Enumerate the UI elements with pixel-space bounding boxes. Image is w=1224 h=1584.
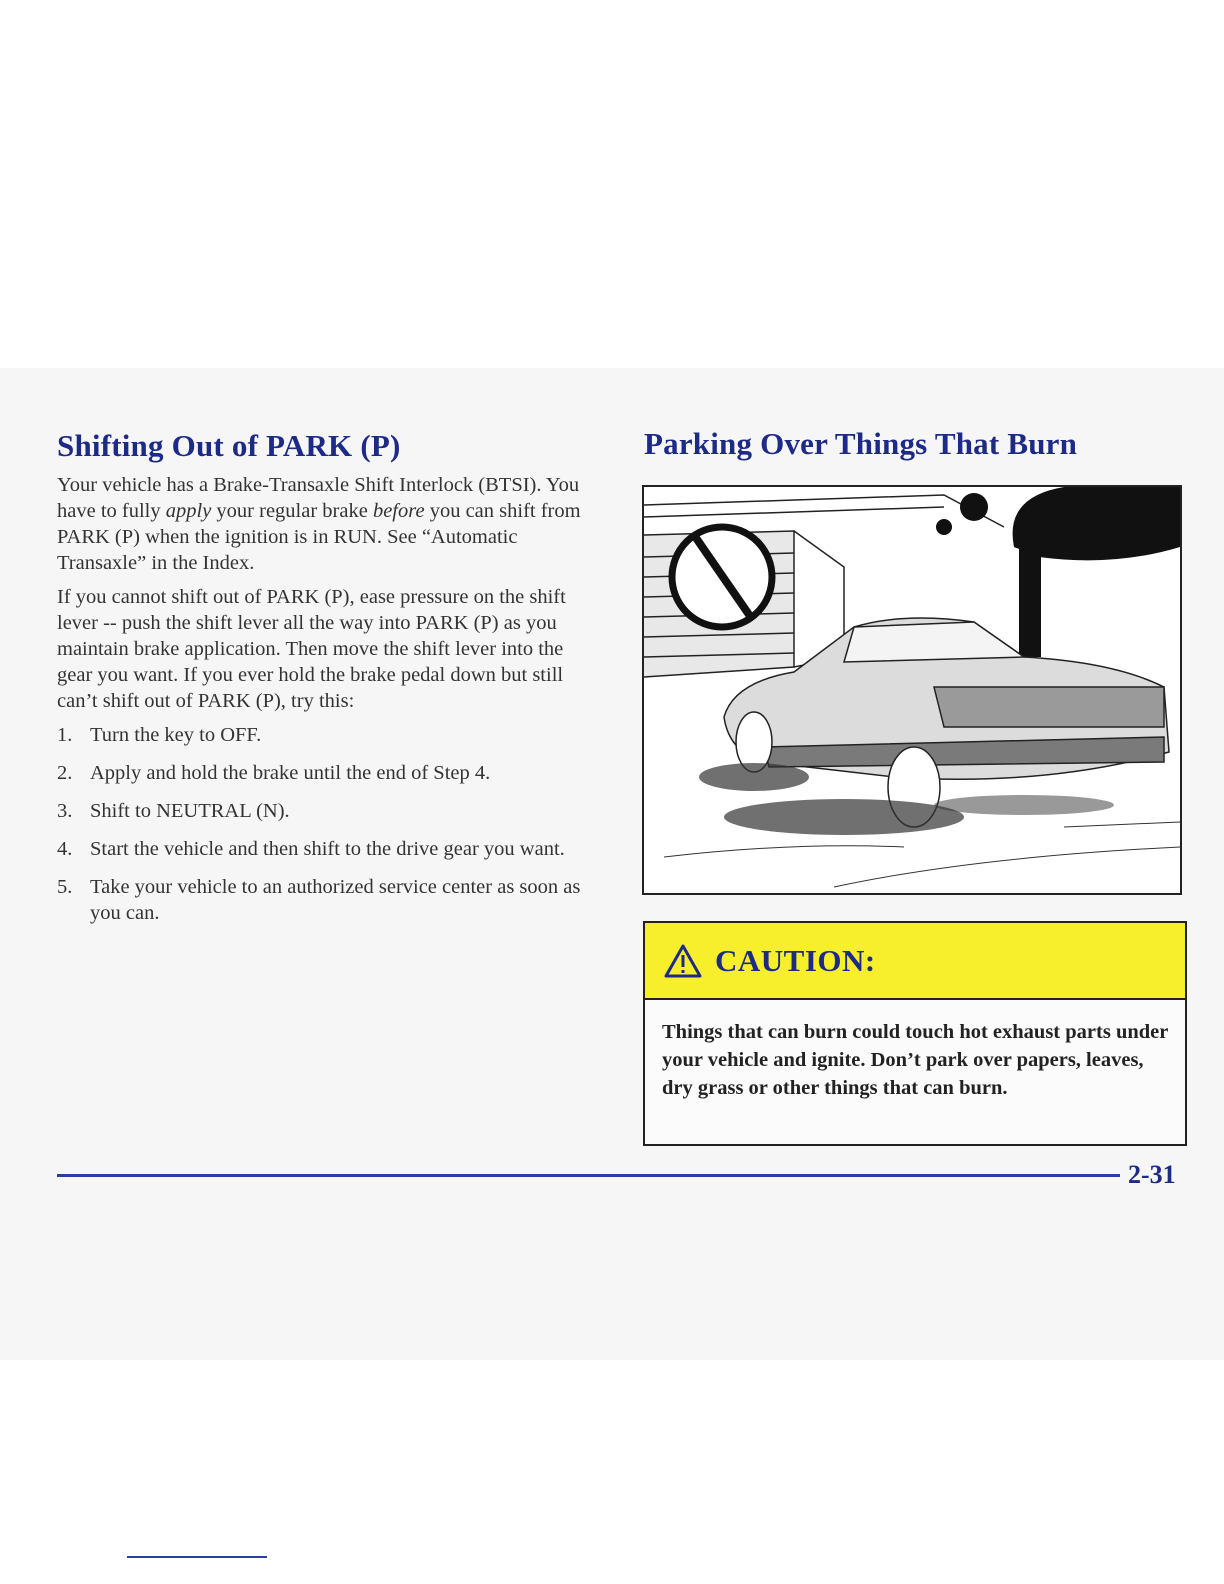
caution-text: Things that can burn could touch hot exhaust parts under your vehicle and ignite. Don’t park over papers, leaves, dry grass or other things that can burn. bbox=[662, 1021, 1168, 1099]
list-item bbox=[57, 722, 595, 748]
bottom-underline bbox=[127, 1556, 267, 1558]
step-number: 4. bbox=[57, 838, 73, 860]
list-item bbox=[57, 836, 595, 862]
list-item bbox=[57, 874, 595, 926]
step-text: Start the vehicle and then shift to the drive gear you want. bbox=[90, 838, 565, 860]
list-item bbox=[57, 760, 595, 786]
emphasis-before: before bbox=[372, 500, 425, 522]
list-item bbox=[57, 798, 595, 824]
step-text: Turn the key to OFF. bbox=[90, 724, 262, 746]
page-number: 2-31 bbox=[1128, 1160, 1176, 1189]
prohibition-icon bbox=[672, 527, 772, 627]
paragraph-btsi: Your vehicle has a Brake-Transaxle Shift Interlock (BTSI). You have to fully apply your regular brake before you can shift from PARK (P) when the ignition is in RUN. See “Automatic Transaxle” in the Index. bbox=[57, 474, 581, 574]
warning-triangle-icon bbox=[663, 943, 703, 979]
car-parked-over-leaves-illustration bbox=[642, 485, 1182, 895]
step-text: Shift to NEUTRAL (N). bbox=[90, 800, 290, 822]
caution-box bbox=[643, 921, 1187, 1146]
steps-list bbox=[57, 722, 602, 926]
step-number: 2. bbox=[57, 762, 73, 784]
step-number: 1. bbox=[57, 724, 73, 746]
step-text: Apply and hold the brake until the end of Step 4. bbox=[90, 762, 491, 784]
step-number: 5. bbox=[57, 876, 73, 898]
section-heading-shifting-out-of-park: Shifting Out of PARK (P) bbox=[57, 428, 401, 463]
step-number: 3. bbox=[57, 800, 73, 822]
left-column bbox=[57, 472, 602, 938]
caution-header bbox=[645, 923, 1185, 1000]
footer-rule bbox=[57, 1174, 1120, 1177]
step-text: Take your vehicle to an authorized service center as soon as you can. bbox=[90, 876, 581, 924]
section-heading-parking-over-things: Parking Over Things That Burn bbox=[644, 426, 1078, 461]
emphasis-apply: apply bbox=[165, 500, 212, 522]
paragraph-cannot-shift: If you cannot shift out of PARK (P), ease pressure on the shift lever -- push the shift lever all the way into PARK (P) as you maintain brake application. Then move the shift lever into the gear you want. If you ever hold the brake pedal down but still can’t shift out of PARK (P), try this: bbox=[57, 586, 566, 712]
caution-title: CAUTION: bbox=[715, 942, 876, 978]
